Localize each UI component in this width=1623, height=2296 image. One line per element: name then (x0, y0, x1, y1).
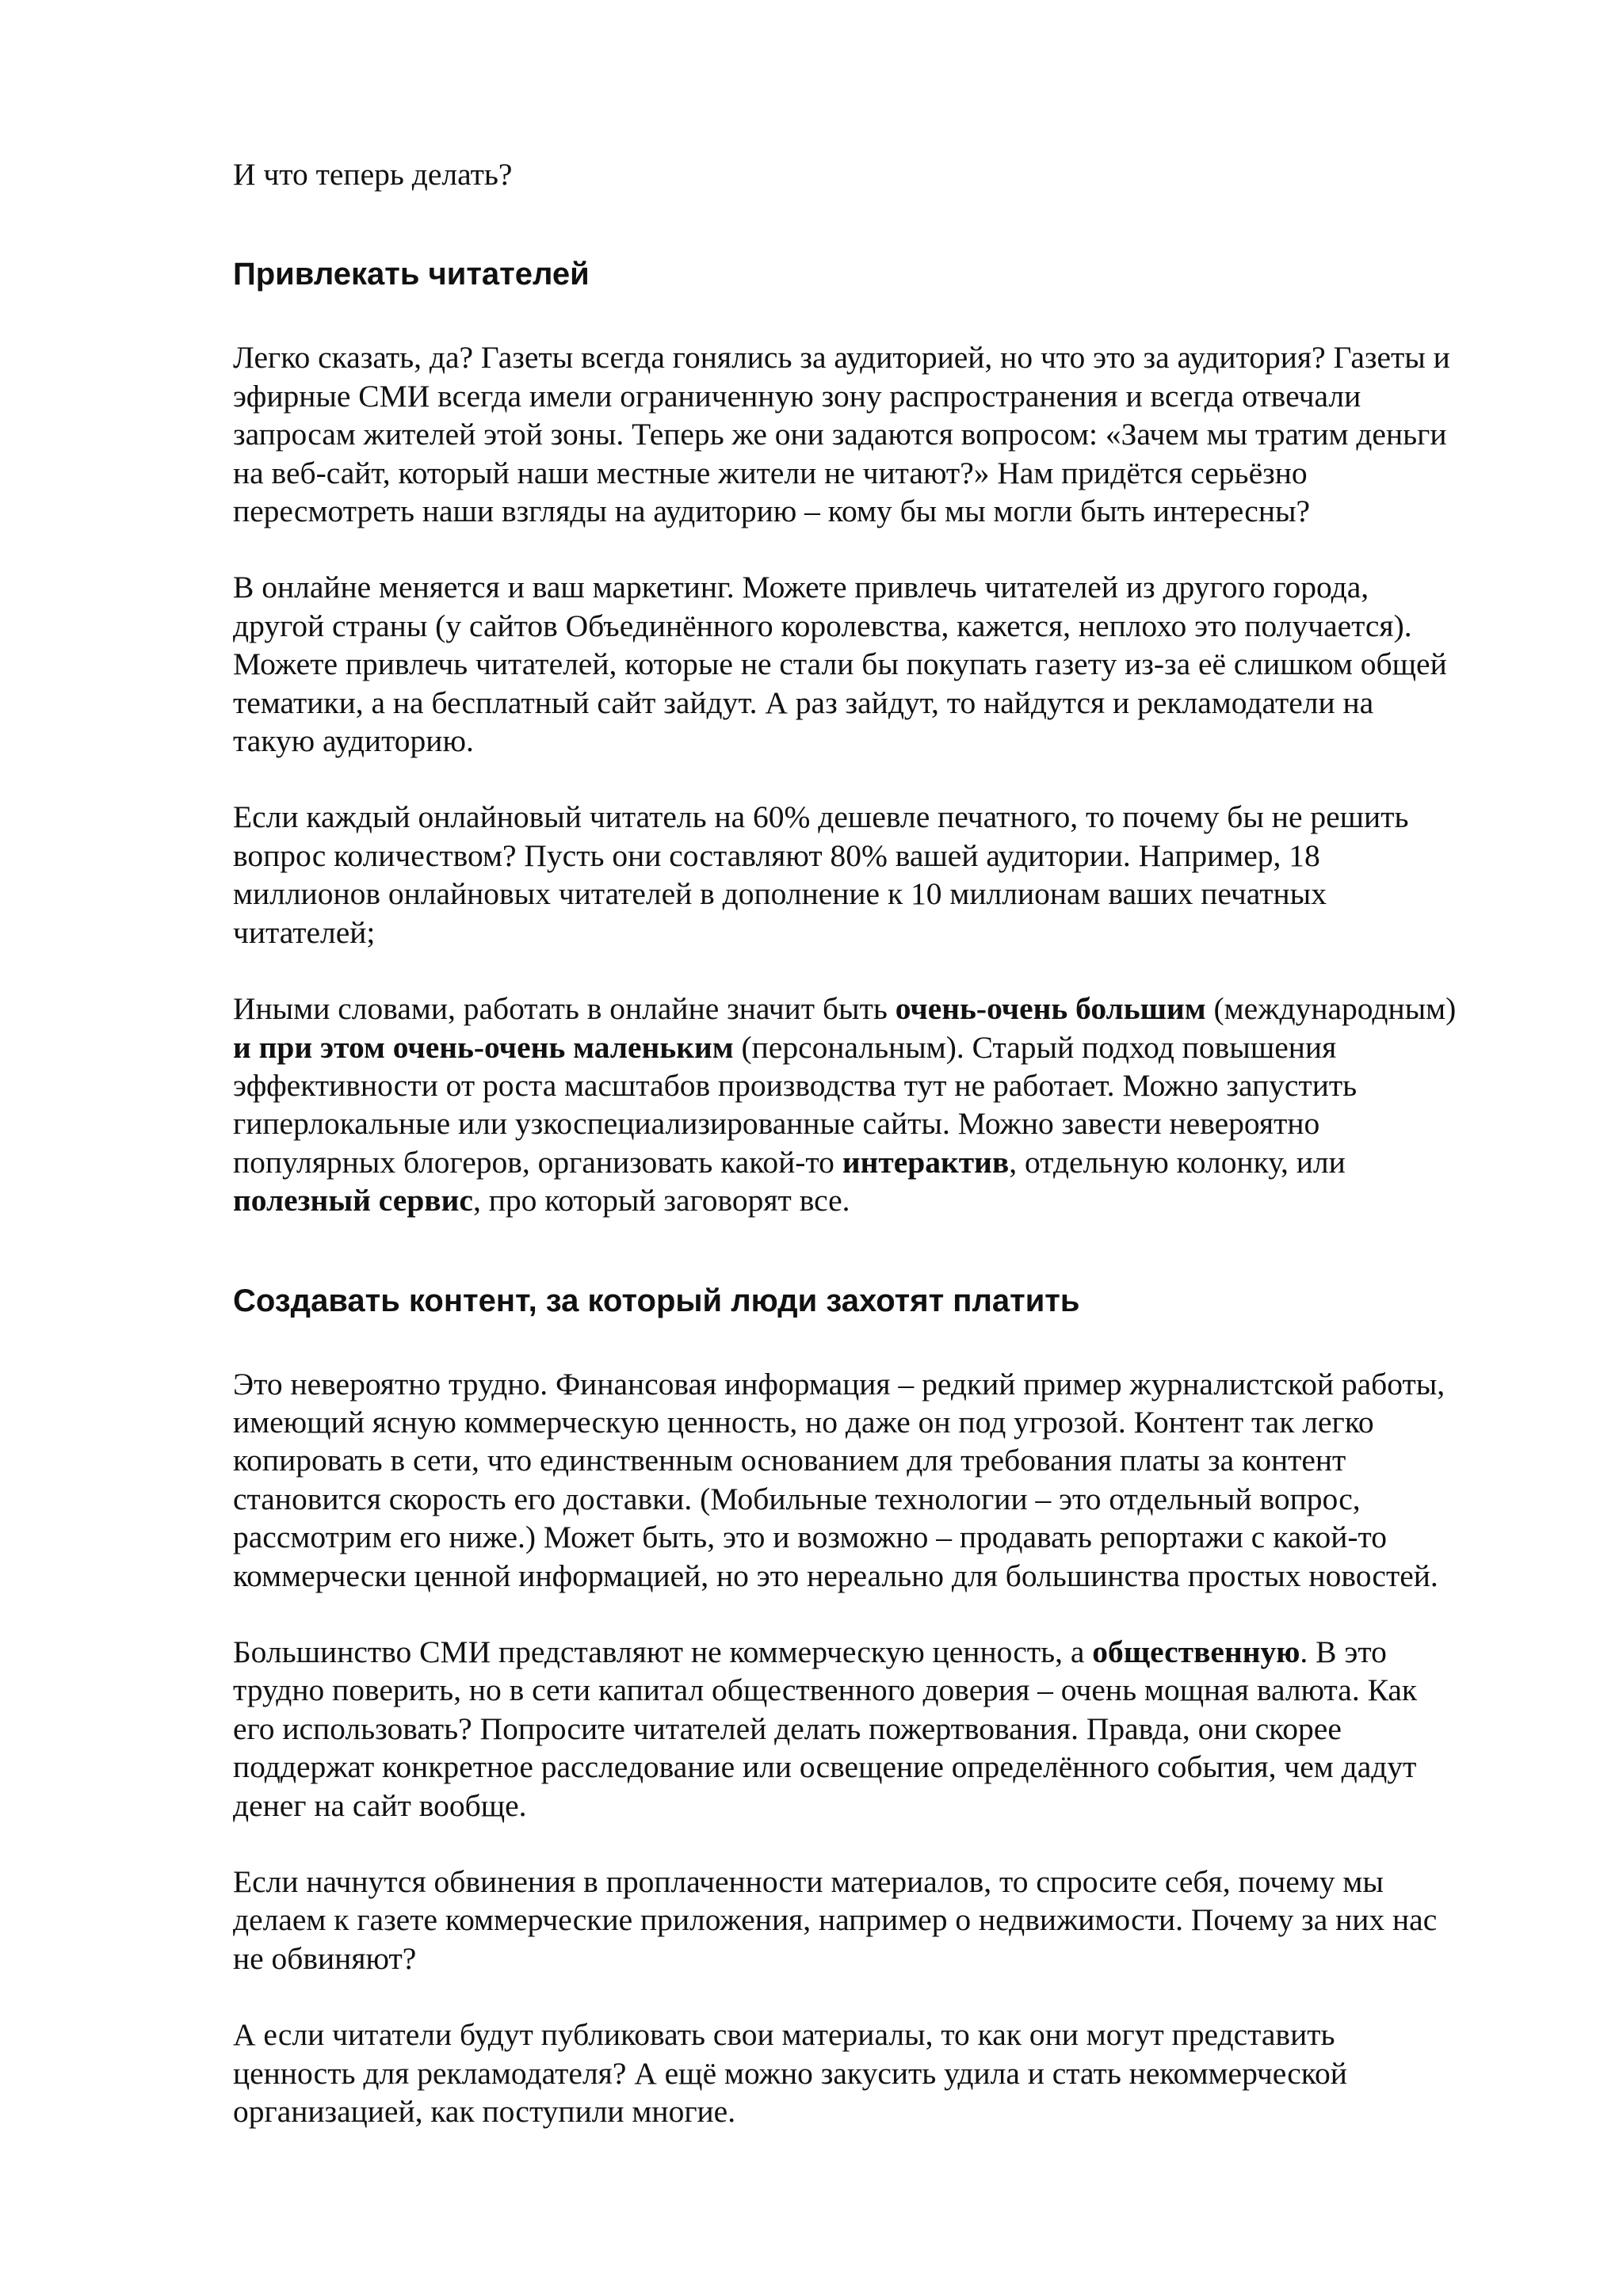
text-run: Иными словами, работать в онлайне значит быть (233, 991, 896, 1027)
bold-run: интерактив (842, 1144, 1010, 1180)
text-line: другой страны (у сайтов Объединённого королевства, кажется, неплохо это получается). (233, 608, 1412, 643)
text-line: Это невероятно трудно. Финансовая информация – редкий пример журналистской работы, (233, 1366, 1445, 1402)
text-line: тематики, а на бесплатный сайт зайдут. А раз зайдут, то найдутся и рекламодатели на (233, 685, 1374, 720)
text-line: трудно поверить, но в сети капитал общественного доверия – очень мощная валюта. Как (233, 1672, 1418, 1708)
section-heading-attract-readers: Привлекать читателей (233, 257, 590, 292)
text-line: Если начнутся обвинения в проплаченности материалов, то спросите себя, почему мы (233, 1864, 1384, 1899)
text-line: копировать в сети, что единственным основанием для требования платы за контент (233, 1443, 1346, 1478)
paragraph-hard-to-do (233, 1365, 1533, 1595)
text-line: гиперлокальные или узкоспециализированные сайты. Можно завести невероятно (233, 1106, 1320, 1142)
text-run: популярных блогеров, организовать какой-то (233, 1144, 842, 1180)
text-line: эфирные СМИ всегда имели ограниченную зону распространения и всегда отвечали (233, 378, 1361, 414)
text-line: денег на сайт вообще. (233, 1787, 527, 1823)
intro-text: И что теперь делать? (233, 157, 513, 192)
text-line: его использовать? Попросите читателей делать пожертвования. Правда, они скорее (233, 1711, 1342, 1746)
paragraph-audience (233, 338, 1533, 530)
bold-run: и при этом очень-очень маленьким (233, 1029, 734, 1065)
section-heading-paid-content: Создавать контент, за который люди захотят платить (233, 1283, 1080, 1318)
paragraph-public-value (233, 1633, 1533, 1825)
document-page (233, 155, 1533, 2130)
text-line (233, 1143, 1533, 1181)
text-line: В онлайне меняется и ваш маркетинг. Можете привлечь читателей из другого города, (233, 570, 1369, 605)
paragraph-user-content (233, 2016, 1533, 2130)
text-line (233, 990, 1533, 1028)
text-line: эффективности от роста масштабов производства тут не работает. Можно запустить (233, 1067, 1358, 1103)
text-run: , отдельную колонку, или (1009, 1144, 1346, 1180)
text-line (233, 1181, 1533, 1219)
text-line: рассмотрим его ниже.) Может быть, это и возможно – продавать репортажи с какой-то (233, 1520, 1388, 1555)
text-line: вопрос количеством? Пусть они составляют 80% вашей аудитории. Например, 18 (233, 837, 1320, 873)
text-line (233, 1633, 1533, 1671)
text-line: ценность для рекламодателя? А ещё можно закусить удила и стать некоммерческой (233, 2055, 1347, 2091)
paragraph-quantity (233, 798, 1533, 952)
text-line: А если читатели будут публиковать свои материалы, то как они могут представить (233, 2017, 1335, 2053)
text-line: Если каждый онлайновый читатель на 60% дешевле печатного, то почему бы не решить (233, 799, 1409, 835)
text-line: имеющий ясную коммерческую ценность, но даже он под угрозой. Контент так легко (233, 1404, 1374, 1440)
text-run: . В это (1300, 1634, 1387, 1669)
text-run: (международным) (1205, 991, 1457, 1027)
bold-run: очень-очень большим (895, 991, 1206, 1027)
text-line: читателей; (233, 914, 376, 950)
text-line: миллионов онлайновых читателей в дополнение к 10 миллионам ваших печатных (233, 876, 1327, 912)
text-line (233, 1028, 1533, 1066)
text-line: делаем к газете коммерческие приложения, например о недвижимости. Почему за них нас (233, 1902, 1438, 1938)
text-line: на веб-сайт, который наши местные жители не читают?» Нам придётся серьёзно (233, 455, 1308, 490)
paragraph-marketing (233, 568, 1533, 760)
text-line: запросам жителей этой зоны. Теперь же они задаются вопросом: «Зачем мы тратим деньги (233, 417, 1447, 452)
bold-run: общественную (1092, 1634, 1300, 1669)
text-line: Легко сказать, да? Газеты всегда гонялись за аудиторией, но что это за аудитория? Газеты и (233, 340, 1450, 376)
text-run: (персональным). Старый подход повышения (733, 1029, 1337, 1065)
text-run: , про который заговорят все. (472, 1183, 850, 1219)
text-line: поддержат конкретное расследование или освещение определённого события, чем дадут (233, 1749, 1417, 1785)
text-line: организацией, как поступили многие. (233, 2094, 736, 2130)
bold-run: полезный сервис (233, 1183, 473, 1219)
text-line: становится скорость его доставки. (Мобильные технологии – это отдельный вопрос, (233, 1481, 1361, 1516)
text-line: пересмотреть наши взгляды на аудиторию – кому бы мы могли быть интересны? (233, 494, 1311, 529)
text-line: коммерчески ценной информацией, но это нереально для большинства простых новостей. (233, 1558, 1438, 1593)
text-line: Можете привлечь читателей, которые не стали бы покупать газету из-за её слишком общей (233, 646, 1447, 682)
text-line: такую аудиторию. (233, 723, 474, 759)
text-line: не обвиняют? (233, 1940, 417, 1976)
paragraph-paid-materials (233, 1863, 1533, 1978)
text-run: Большинство СМИ представляют не коммерческую ценность, а (233, 1634, 1093, 1669)
paragraph-big-and-small (233, 990, 1533, 1219)
